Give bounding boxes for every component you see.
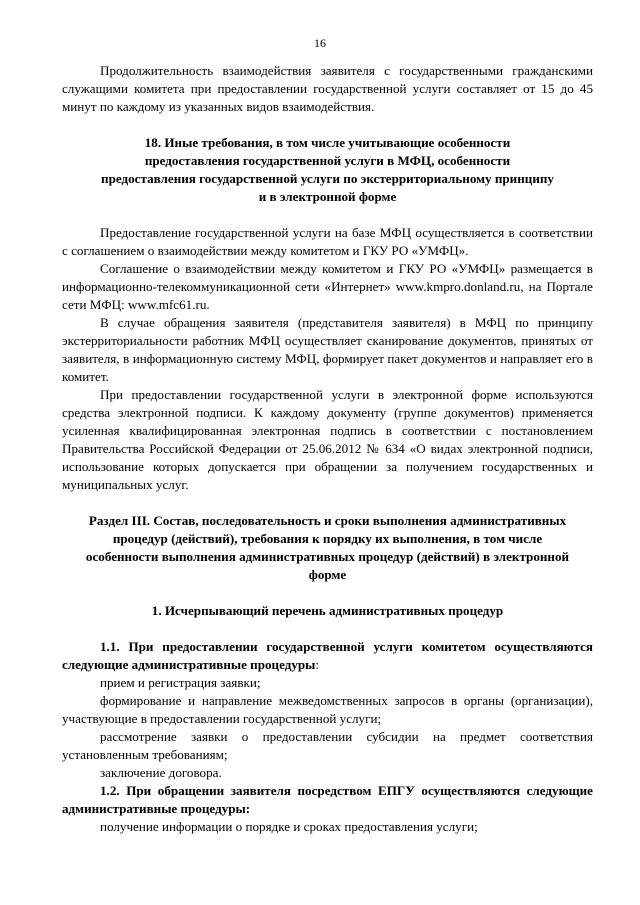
list-item: прием и регистрация заявки; [100, 675, 261, 690]
section-18-paragraph-2: Соглашение о взаимодействии между комитетом и ГКУ РО «УМФЦ» размещается в информационно-телекоммуникационной сети «Интернет» www.kmpro.donland.ru, на Портале сети МФЦ: www.mfc61.ru. [62, 261, 593, 312]
section-18-heading: 18. Иные требования, в том числе учитывающие особенности предоставления государственной услуги в МФЦ, особенности предоставления государственной услуги по экстерриториальному принципу и в электронной форме [101, 135, 554, 204]
list-item: получение информации о порядке и сроках предоставления услуги; [100, 819, 478, 834]
item-1-1-colon: : [315, 657, 320, 672]
section-18-paragraph-4: При предоставлении государственной услуги в электронной форме используются средства электронной подписи. К каждому документу (группе документов) применяется усиленная квалифицированная электронная подпись в соответствии с постановлением Правительства Российской Федерации от 25.06.2012 № 634 «О видах электронной подписи, использование которых допускается при обращении за получением государственных и муниципальных услуг. [62, 387, 593, 492]
page-number: 16 [314, 36, 326, 50]
item-1-1 [62, 638, 593, 674]
procedures-list-heading: 1. Исчерпывающий перечень административных процедур [151, 603, 504, 618]
list-item: формирование и направление межведомственных запросов в органы (организации), участвующие в предоставлении государственной услуги; [62, 693, 593, 726]
section-18-paragraph-3: В случае обращения заявителя (представителя заявителя) в МФЦ по принципу экстерриториальности работник МФЦ осуществляет сканирование документов, принятых от заявителя, в информационную систему МФЦ, формирует пакет документов и направляет его в комитет. [62, 315, 593, 384]
item-1-1-bold-text: 1.1. При предоставлении государственной услуги комитетом осуществляются следующие административные процедуры [62, 639, 593, 672]
intro-paragraph: Продолжительность взаимодействия заявителя с государственными гражданскими служащими комитета при предоставлении государственной услуги составляет от 15 до 45 минут по каждому из указанных видов взаимодействия. [62, 63, 593, 114]
document-body [62, 62, 593, 836]
item-1-2: 1.2. При обращении заявителя посредством ЕПГУ осуществляются следующие административные процедуры: [62, 783, 593, 816]
list-item: рассмотрение заявки о предоставлении субсидии на предмет соответствия установленным требованиям; [62, 729, 593, 762]
section-18-paragraph-1: Предоставление государственной услуги на базе МФЦ осуществляется в соответствии с соглашением о взаимодействии между комитетом и ГКУ РО «УМФЦ». [62, 225, 593, 258]
list-item: заключение договора. [100, 765, 222, 780]
section-3-heading: Раздел III. Состав, последовательность и сроки выполнения административных процедур (действий), требования к порядку их выполнения, в том числе особенности выполнения административных процедур (действий) в электронной форме [85, 513, 570, 582]
